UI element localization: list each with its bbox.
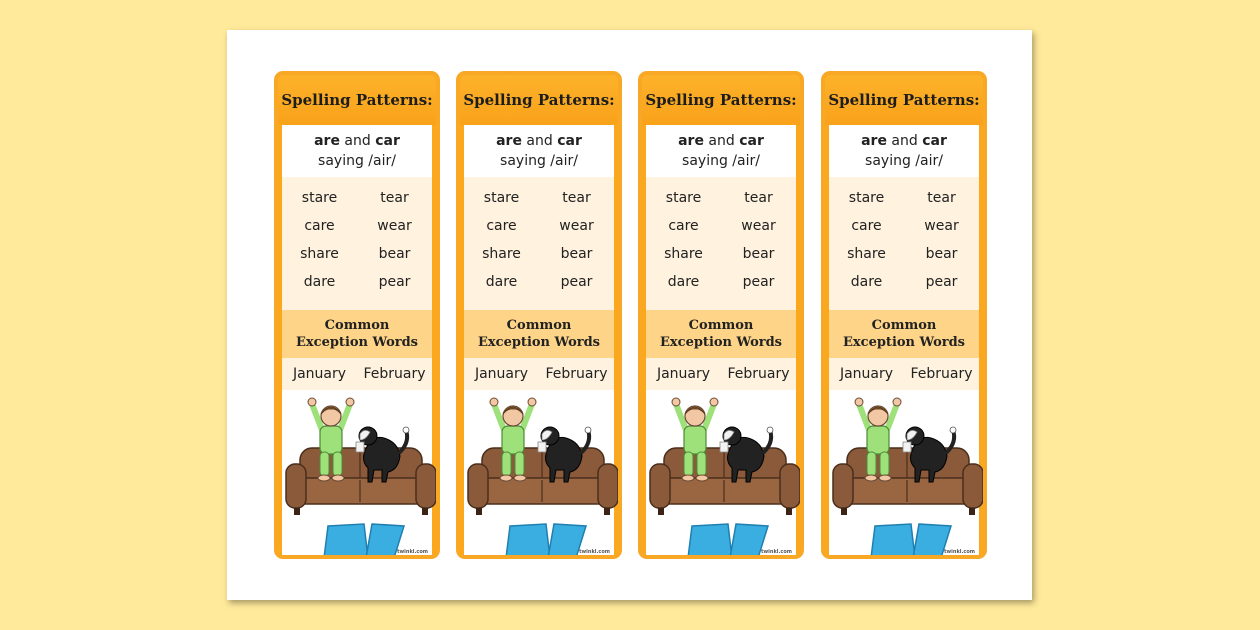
bookmark-body <box>464 125 614 555</box>
exception-heading-line-1: Common <box>688 318 754 333</box>
bookmark-title: Spelling Patterns: <box>825 75 983 125</box>
word: care <box>486 218 517 234</box>
word: pear <box>378 274 411 290</box>
boy-and-dog-on-sofa-illustration <box>646 390 796 558</box>
pattern-line <box>678 131 764 151</box>
pattern-subtitle <box>464 125 614 177</box>
word: wear <box>741 218 776 234</box>
word: pear <box>925 274 958 290</box>
month-word: February <box>545 366 608 382</box>
pattern-b: car <box>375 133 400 149</box>
pattern-a: are <box>678 133 704 149</box>
word: wear <box>559 218 594 234</box>
bookmark-card <box>638 71 804 559</box>
pattern-join: and <box>344 133 371 149</box>
boy-and-dog-on-sofa-illustration <box>829 390 979 558</box>
exception-heading-line-2: Exception Words <box>843 335 965 350</box>
exception-words-list <box>646 358 796 390</box>
sofa-scene-icon <box>464 390 622 558</box>
pattern-sound: saying /air/ <box>500 153 578 169</box>
word: wear <box>377 218 412 234</box>
pattern-a: are <box>861 133 887 149</box>
pattern-b: car <box>922 133 947 149</box>
pattern-sound: saying /air/ <box>682 153 760 169</box>
exception-words-list <box>464 358 614 390</box>
pattern-line <box>861 131 947 151</box>
word: care <box>668 218 699 234</box>
word: tear <box>744 190 773 206</box>
pattern-line <box>496 131 582 151</box>
month-word: January <box>839 366 894 382</box>
exception-words-heading <box>829 310 979 358</box>
exception-words-list <box>282 358 432 390</box>
word: share <box>482 246 521 262</box>
boy-and-dog-on-sofa-illustration <box>282 390 432 558</box>
pattern-join: and <box>526 133 553 149</box>
bookmark-card <box>274 71 440 559</box>
month-word: January <box>474 366 529 382</box>
pattern-b: car <box>557 133 582 149</box>
word: stare <box>483 190 520 206</box>
pattern-a: are <box>314 133 340 149</box>
word: share <box>300 246 339 262</box>
word: stare <box>301 190 338 206</box>
brand-mark: twinkl.com <box>761 549 792 555</box>
exception-heading-line-2: Exception Words <box>660 335 782 350</box>
word: dare <box>667 274 700 290</box>
pattern-join: and <box>891 133 918 149</box>
pattern-join: and <box>708 133 735 149</box>
bookmark-row <box>227 30 1032 600</box>
word-list <box>464 177 614 310</box>
word: bear <box>560 246 593 262</box>
bookmark-body <box>646 125 796 555</box>
bookmark-body <box>829 125 979 555</box>
word: share <box>847 246 886 262</box>
word: wear <box>924 218 959 234</box>
exception-heading-line-2: Exception Words <box>296 335 418 350</box>
exception-words-heading <box>646 310 796 358</box>
exception-heading-line-1: Common <box>871 318 937 333</box>
word: dare <box>850 274 883 290</box>
word: bear <box>742 246 775 262</box>
word: stare <box>665 190 702 206</box>
word: tear <box>927 190 956 206</box>
word: bear <box>378 246 411 262</box>
brand-mark: twinkl.com <box>397 549 428 555</box>
pattern-sound: saying /air/ <box>865 153 943 169</box>
word: care <box>851 218 882 234</box>
word: care <box>304 218 335 234</box>
pattern-subtitle <box>646 125 796 177</box>
word: dare <box>303 274 336 290</box>
bookmark-title: Spelling Patterns: <box>460 75 618 125</box>
sofa-scene-icon <box>282 390 440 558</box>
exception-heading-line-2: Exception Words <box>478 335 600 350</box>
bookmark-title: Spelling Patterns: <box>278 75 436 125</box>
word: pear <box>560 274 593 290</box>
month-word: February <box>363 366 426 382</box>
exception-words-heading <box>282 310 432 358</box>
sofa-scene-icon <box>646 390 804 558</box>
bookmark-body <box>282 125 432 555</box>
word-list <box>282 177 432 310</box>
bookmark-card <box>821 71 987 559</box>
word: tear <box>562 190 591 206</box>
exception-heading-line-1: Common <box>324 318 390 333</box>
pattern-subtitle <box>829 125 979 177</box>
exception-heading-line-1: Common <box>506 318 572 333</box>
word: tear <box>380 190 409 206</box>
exception-words-list <box>829 358 979 390</box>
word: bear <box>925 246 958 262</box>
pattern-b: car <box>739 133 764 149</box>
brand-mark: twinkl.com <box>579 549 610 555</box>
pattern-line <box>314 131 400 151</box>
pattern-a: are <box>496 133 522 149</box>
bookmark-title: Spelling Patterns: <box>642 75 800 125</box>
word-list <box>646 177 796 310</box>
pattern-subtitle <box>282 125 432 177</box>
sofa-scene-icon <box>829 390 987 558</box>
pattern-sound: saying /air/ <box>318 153 396 169</box>
exception-words-heading <box>464 310 614 358</box>
word: share <box>664 246 703 262</box>
brand-mark: twinkl.com <box>944 549 975 555</box>
word: dare <box>485 274 518 290</box>
word: stare <box>848 190 885 206</box>
month-word: January <box>656 366 711 382</box>
bookmark-card <box>456 71 622 559</box>
printable-sheet <box>227 30 1032 600</box>
word: pear <box>742 274 775 290</box>
month-word: January <box>292 366 347 382</box>
boy-and-dog-on-sofa-illustration <box>464 390 614 558</box>
month-word: February <box>727 366 790 382</box>
word-list <box>829 177 979 310</box>
month-word: February <box>910 366 973 382</box>
